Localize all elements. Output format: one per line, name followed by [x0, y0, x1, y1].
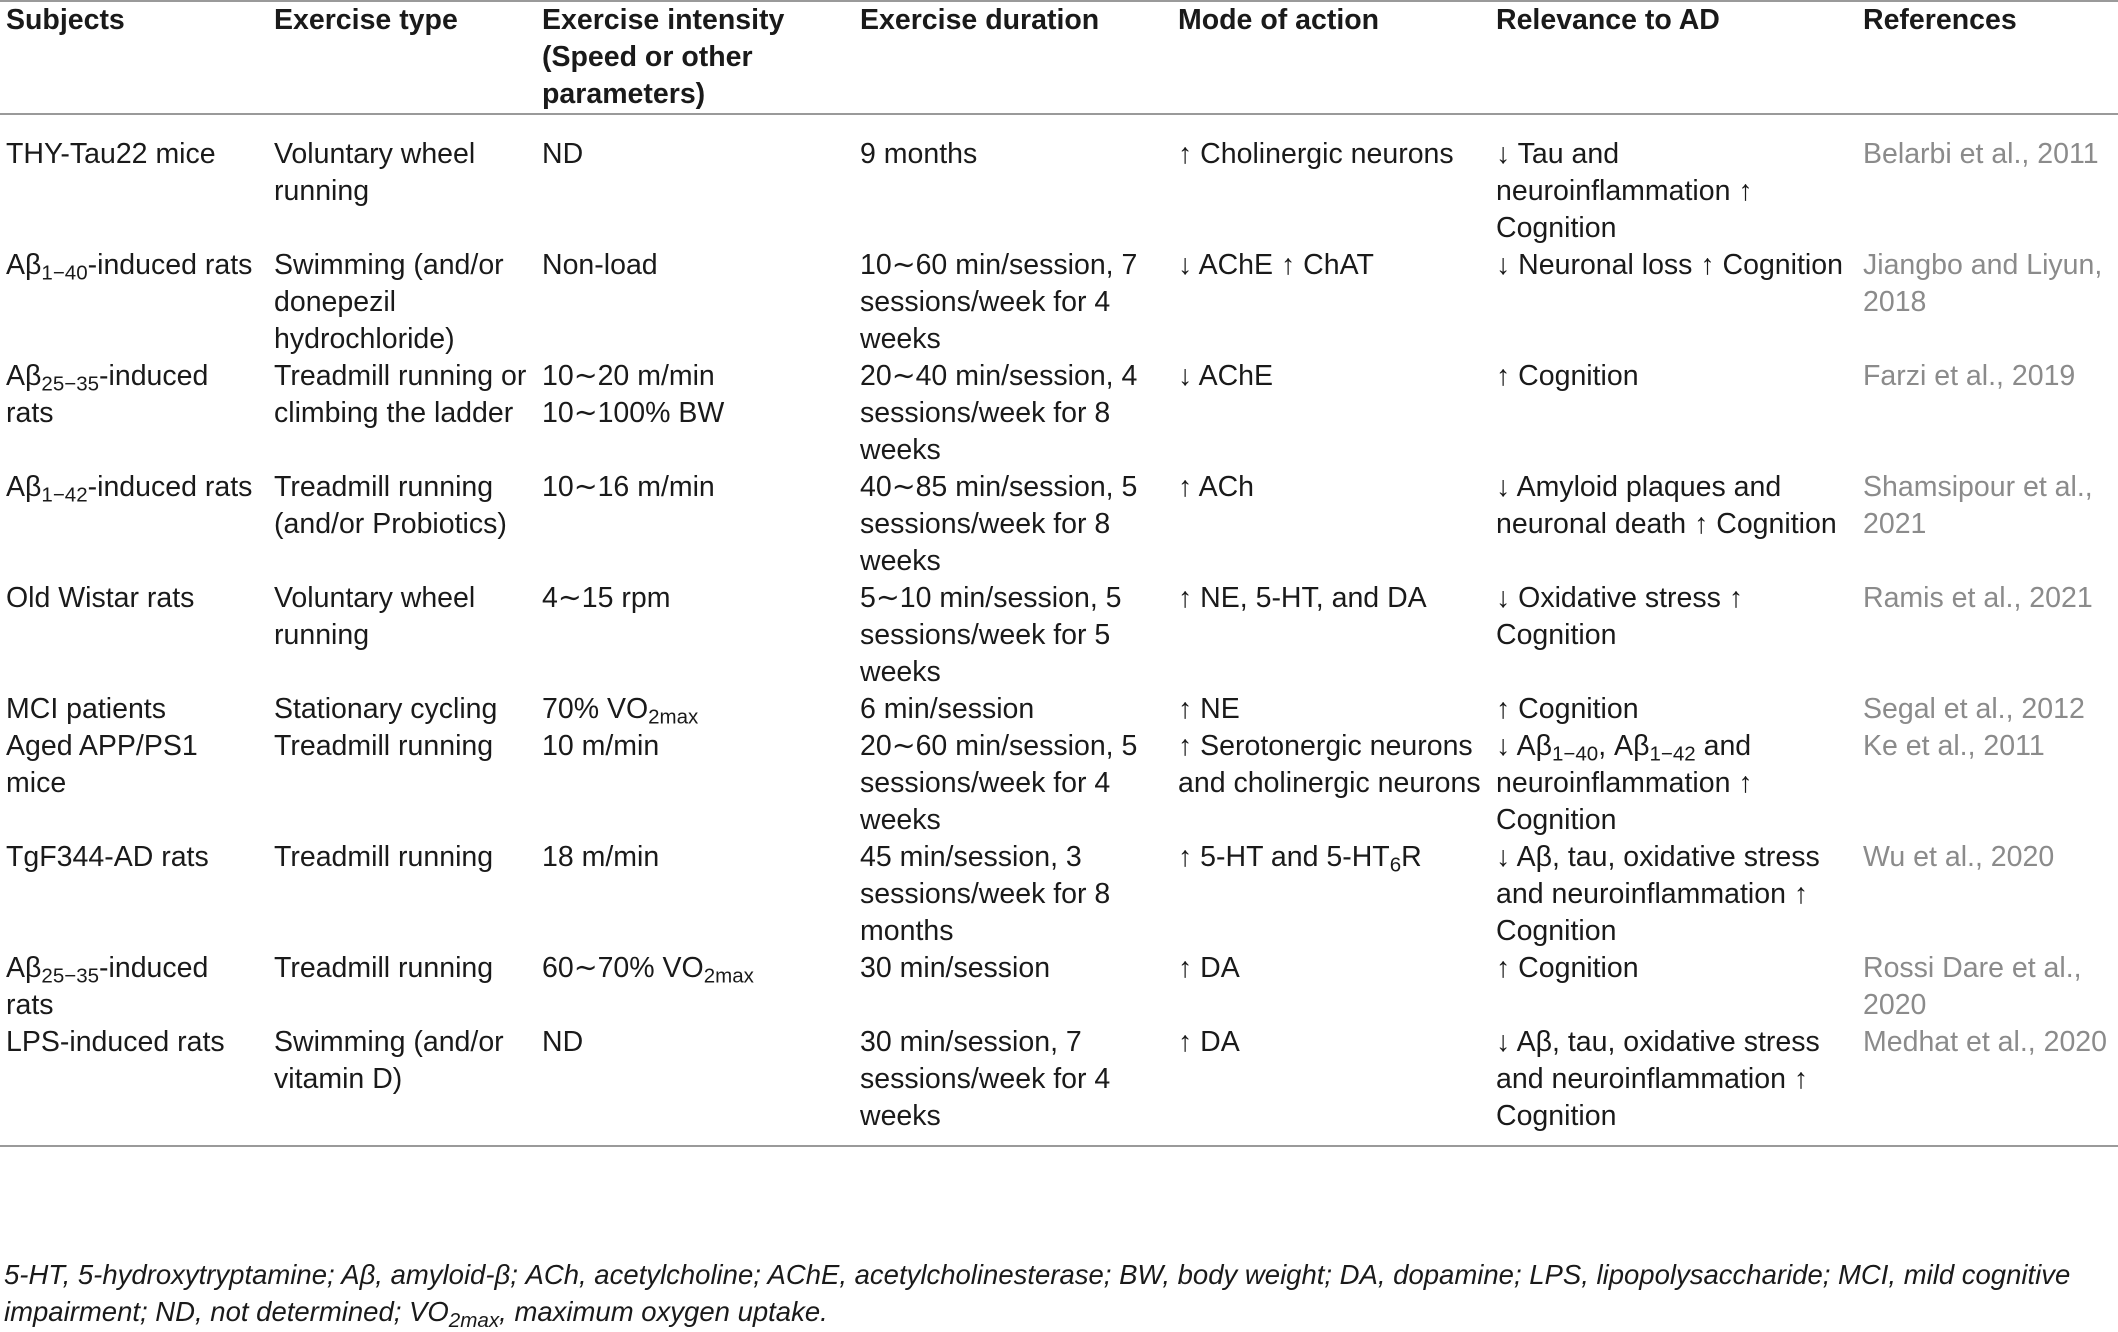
cell-subjects: $A\beta_{1-42}$-induced rats	[6, 471, 253, 507]
cell-subjects: $A\beta_{25-35}$-induced rats	[6, 360, 209, 429]
cell-mode-of-action: ↑ 5-HT and $5-HT_6R$	[1178, 841, 1422, 877]
table-row	[0, 358, 2118, 469]
table-row	[0, 691, 2118, 728]
cell-duration: 9 months	[860, 138, 978, 170]
cell-mode-of-action: ↑ NE	[1178, 693, 1240, 725]
cell-relevance: ↓ Tau and neuroinflammation ↑ Cognition	[1496, 138, 1753, 244]
cell-duration: 30 min/session	[860, 952, 1051, 984]
cell-reference: Ramis et al., 2021	[1863, 582, 2093, 614]
cell-intensity: 10 m/min	[542, 730, 660, 762]
cell-reference: Ke et al., 2011	[1863, 730, 2045, 762]
cell-reference: Rossi Dare et al., 2020	[1863, 952, 2082, 1021]
cell-reference: Belarbi et al., 2011	[1863, 138, 2099, 170]
header-mode-of-action: Mode of action	[1178, 4, 1380, 36]
cell-exercise-type: Treadmill running	[274, 730, 494, 762]
cell-subjects: TgF344-AD rats	[6, 841, 209, 873]
cell-duration: 20∼40 min/session, 4 sessions/week for 8 weeks	[860, 360, 1138, 466]
cell-duration: 20∼60 min/session, 5 sessions/week for 4 weeks	[860, 730, 1138, 836]
cell-reference: Jiangbo and Liyun, 2018	[1863, 249, 2103, 318]
cell-subjects: THY-Tau22 mice	[6, 138, 216, 170]
cell-exercise-type: Voluntary wheel running	[274, 582, 476, 651]
cell-mode-of-action: ↑ DA	[1178, 1026, 1240, 1058]
cell-intensity: Non-load	[542, 249, 658, 281]
cell-reference: Wu et al., 2020	[1863, 841, 2055, 873]
header-exercise-duration: Exercise duration	[860, 4, 1100, 36]
header-intensity-paren: (Speed or other parameters)	[542, 41, 753, 110]
table-row	[0, 839, 2118, 950]
cell-exercise-type: Treadmill running (and/or Probiotics)	[274, 471, 507, 540]
cell-intensity: 70% $VO_{2max}$	[542, 693, 699, 729]
cell-intensity: 4∼15 rpm	[542, 582, 671, 614]
table-row	[0, 580, 2118, 691]
cell-exercise-type: Treadmill running or climbing the ladder	[274, 360, 527, 429]
cell-exercise-type: Swimming (and/or donepezil hydrochloride)	[274, 249, 504, 355]
header-references: References	[1863, 4, 2017, 36]
cell-mode-of-action: ↑ Cholinergic neurons	[1178, 138, 1454, 170]
cell-relevance: ↑ Cognition	[1496, 693, 1639, 725]
cell-relevance: ↑ Cognition	[1496, 360, 1639, 392]
cell-mode-of-action: ↓ AChE ↑ ChAT	[1178, 249, 1374, 281]
cell-reference: Shamsipour et al., 2021	[1863, 471, 2093, 540]
cell-relevance: ↓ Aβ, tau, oxidative stress and neuroinflammation ↑ Cognition	[1496, 841, 1820, 947]
cell-mode-of-action: ↑ DA	[1178, 952, 1240, 984]
header-exercise-intensity	[536, 1, 854, 114]
header-exercise-type: Exercise type	[274, 4, 458, 36]
cell-duration: 40∼85 min/session, 5 sessions/week for 8 weeks	[860, 471, 1138, 577]
header-subjects: Subjects	[6, 4, 125, 36]
cell-subjects: LPS-induced rats	[6, 1026, 225, 1058]
cell-subjects: MCI patients	[6, 693, 166, 725]
cell-relevance: ↓ Aβ, tau, oxidative stress and neuroinflammation ↑ Cognition	[1496, 1026, 1820, 1132]
cell-reference: Medhat et al., 2020	[1863, 1026, 2108, 1058]
cell-duration: 10∼60 min/session, 7 sessions/week for 4 weeks	[860, 249, 1138, 355]
cell-duration: 6 min/session	[860, 693, 1035, 725]
cell-duration: 5∼10 min/session, 5 sessions/week for 5 weeks	[860, 582, 1122, 688]
cell-intensity: 10∼20 m/min 10∼100% BW	[542, 360, 725, 429]
cell-intensity: 60∼70% $VO_{2max}$	[542, 952, 754, 988]
cell-duration: 30 min/session, 7 sessions/week for 4 weeks	[860, 1026, 1111, 1132]
cell-subjects: Old Wistar rats	[6, 582, 195, 614]
header-row	[0, 1, 2118, 114]
table-row	[0, 728, 2118, 839]
cell-relevance: ↓ $A\beta_{1-40}$, $A\beta_{1-42}$ and neuroinflammation ↑ Cognition	[1496, 730, 1753, 836]
cell-relevance: ↑ Cognition	[1496, 952, 1639, 984]
cell-mode-of-action: ↑ NE, 5-HT, and DA	[1178, 582, 1427, 614]
cell-intensity: 18 m/min	[542, 841, 660, 873]
cell-exercise-type: Stationary cycling	[274, 693, 498, 725]
cell-mode-of-action: ↓ AChE	[1178, 360, 1274, 392]
cell-exercise-type: Treadmill running	[274, 952, 494, 984]
cell-mode-of-action: ↑ Serotonergic neurons and cholinergic neurons	[1178, 730, 1481, 799]
header-relevance-to-ad: Relevance to AD	[1496, 4, 1720, 36]
cell-relevance: ↓ Neuronal loss ↑ Cognition	[1496, 249, 1843, 281]
cell-exercise-type: Swimming (and/or vitamin D)	[274, 1026, 504, 1095]
table-row	[0, 1024, 2118, 1146]
cell-reference: Segal et al., 2012	[1863, 693, 2085, 725]
cell-exercise-type: Voluntary wheel running	[274, 138, 476, 207]
header-intensity-main: Exercise intensity	[542, 4, 785, 36]
cell-subjects: Aged APP/PS1 mice	[6, 730, 198, 799]
cell-exercise-type: Treadmill running	[274, 841, 494, 873]
cell-relevance: ↓ Oxidative stress ↑ Cognition	[1496, 582, 1744, 651]
cell-intensity: ND	[542, 1026, 584, 1058]
cell-subjects: $A\beta_{25-35}$-induced rats	[6, 952, 209, 1021]
cell-intensity: 10∼16 m/min	[542, 471, 715, 503]
table-row	[0, 950, 2118, 1024]
cell-reference: Farzi et al., 2019	[1863, 360, 2076, 392]
cell-intensity: ND	[542, 138, 584, 170]
cell-relevance: ↓ Amyloid plaques and neuronal death ↑ Cognition	[1496, 471, 1837, 540]
table-row	[0, 247, 2118, 358]
cell-duration: 45 min/session, 3 sessions/week for 8 months	[860, 841, 1111, 947]
table-row	[0, 469, 2118, 580]
cell-mode-of-action: ↑ ACh	[1178, 471, 1255, 503]
table-footnote: 5-HT, 5-hydroxytryptamine; Aβ, amyloid-β; ACh, acetylcholine; AChE, acetylcholinesterase; BW, body weight; DA, dopamine; LPS, lipopolysaccharide; MCI, mild cognitive impairment; ND, not determined; $VO_{2max}$, maximum oxygen uptake.	[4, 1259, 2071, 1332]
cell-subjects: $A\beta_{1-40}$-induced rats	[6, 249, 253, 285]
table-row	[0, 114, 2118, 247]
